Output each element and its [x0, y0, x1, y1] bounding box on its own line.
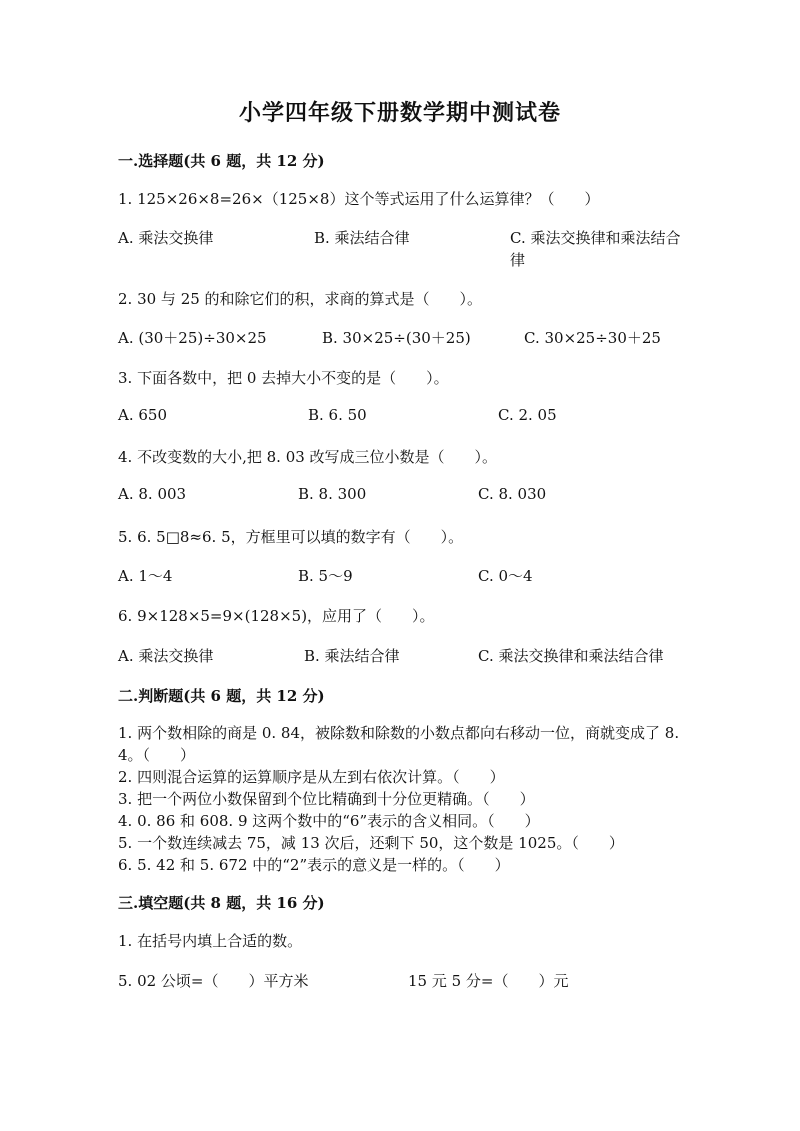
- judge-item-5: 5. 一个数连续减去 75，减 13 次后，还剩下 50，这个数是 1025。（ ）: [118, 834, 624, 852]
- option-c: C. 0～4: [478, 567, 533, 585]
- fill-blanks-row: [118, 970, 688, 994]
- option-c: C. 8. 030: [478, 485, 547, 503]
- page-title: 小学四年级下册数学期中测试卷: [238, 100, 561, 126]
- choice-options-1: [118, 227, 688, 271]
- choice-question-6: 6. 9×128×5=9×(128×5)，应用了（ ）。: [118, 607, 435, 625]
- judge-item-1: 1. 两个数相除的商是 0. 84，被除数和除数的小数点都向右移动一位，商就变成了 8. 4。（ ）: [118, 724, 680, 764]
- choice-question-2: 2. 30 与 25 的和除它们的积，求商的算式是（ ）。: [118, 290, 483, 308]
- judge-item-6: 6. 5. 42 和 5. 672 中的“2”表示的意义是一样的。（ ）: [118, 856, 510, 874]
- fill-question-1: 1. 在括号内填上合适的数。: [118, 932, 303, 950]
- section-heading-fill: 三.填空题(共 8 题，共 16 分): [118, 894, 325, 912]
- option-a: A. 乘法交换律: [118, 229, 214, 247]
- option-c: C. 乘法交换律和乘法结合律: [510, 229, 681, 269]
- choice-question-4: 4. 不改变数的大小,把 8. 03 改写成三位小数是（ ）。: [118, 448, 498, 466]
- option-c: C. 30×25÷30＋25: [524, 329, 661, 347]
- option-a: A. 乘法交换律: [118, 647, 214, 665]
- option-b: B. 8. 300: [298, 485, 367, 503]
- choice-options-3: [118, 406, 688, 430]
- option-a: A. (30＋25)÷30×25: [118, 329, 267, 347]
- fill-blank-2: 15 元 5 分=（ ）元: [408, 972, 569, 990]
- option-b: B. 5～9: [298, 567, 353, 585]
- option-b: B. 6. 50: [308, 406, 367, 424]
- choice-options-4: [118, 485, 688, 509]
- choice-options-5: [118, 565, 688, 589]
- judge-item-2: 2. 四则混合运算的运算顺序是从左到右依次计算。（ ）: [118, 768, 505, 786]
- choice-question-5: 5. 6. 5□8≈6. 5，方框里可以填的数字有（ ）。: [118, 528, 464, 546]
- choice-question-1: 1. 125×26×8=26×（125×8）这个等式运用了什么运算律？（ ）: [118, 190, 600, 208]
- option-c: C. 2. 05: [498, 406, 557, 424]
- judge-item-4: 4. 0. 86 和 608. 9 这两个数中的“6”表示的含义相同。（ ）: [118, 812, 540, 830]
- choice-options-2: [118, 327, 688, 351]
- option-a: A. 1～4: [118, 567, 173, 585]
- choice-options-6: [118, 645, 688, 669]
- section-heading-judge: 二.判断题(共 6 题，共 12 分): [118, 687, 325, 705]
- option-a: A. 8. 003: [118, 485, 187, 503]
- option-b: B. 乘法结合律: [304, 647, 400, 665]
- option-c: C. 乘法交换律和乘法结合律: [478, 647, 664, 665]
- section-heading-choice: 一.选择题(共 6 题，共 12 分): [118, 152, 325, 170]
- fill-blank-1: 5. 02 公顷=（ ）平方米: [118, 972, 309, 990]
- option-a: A. 650: [118, 406, 167, 424]
- option-b: B. 乘法结合律: [314, 229, 410, 247]
- choice-question-3: 3. 下面各数中，把 0 去掉大小不变的是（ ）。: [118, 369, 449, 387]
- judge-item-3: 3. 把一个两位小数保留到个位比精确到十分位更精确。（ ）: [118, 790, 535, 808]
- option-b: B. 30×25÷(30＋25): [322, 329, 471, 347]
